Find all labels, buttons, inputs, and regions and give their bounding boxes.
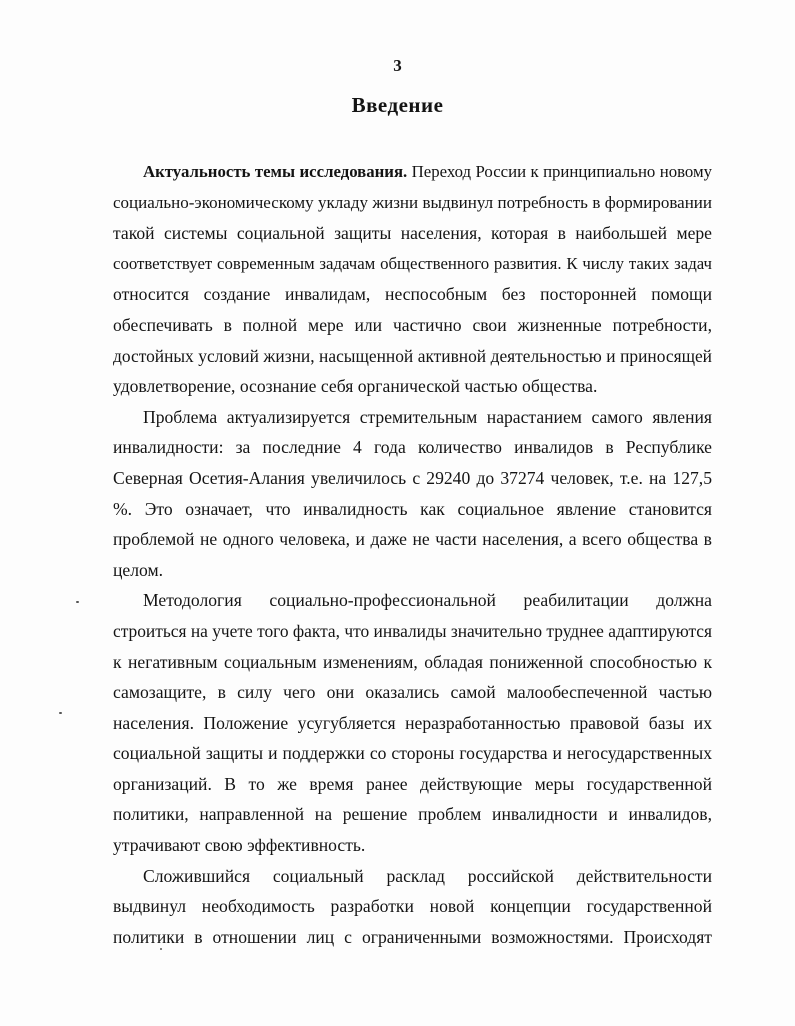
text-fragment: Переход России к принципиально новому [407, 162, 713, 181]
text-line: удовлетворение, осознание себя органической частью общества. [113, 376, 598, 397]
section-lead: Актуальность темы исследования. [143, 162, 408, 181]
text-line: целом. [113, 559, 163, 580]
scan-speck [76, 601, 79, 603]
scan-speck [59, 712, 62, 714]
text-line: %. Это означает, что инвалидность как социальное явление становится [113, 498, 712, 519]
body-text [113, 157, 712, 952]
text-line: организаций. В то же время ранее действующие меры государственной [113, 773, 712, 794]
page-title: Введение [351, 93, 444, 117]
text-line: достойных условий жизни, насыщенной активной деятельностью и приносящей [113, 345, 712, 366]
text-line: такой системы социальной защиты населения, которая в наибольшей мере [113, 223, 712, 244]
text-line: относится создание инвалидам, неспособным без посторонней помощи [113, 284, 712, 305]
text-line: социальной защиты и поддержки со стороны государства и негосударственных [113, 743, 712, 764]
text-line: к негативным социальным изменениям, обладая пониженной способностью к [113, 651, 712, 672]
text-line: Проблема актуализируется стремительным нарастанием самого явления [143, 406, 712, 427]
text-line: инвалидности: за последние 4 года количество инвалидов в Республике [113, 437, 712, 458]
text-line: строиться на учете того факта, что инвалиды значительно труднее адаптируются [113, 620, 712, 641]
text-line: проблемой не одного человека, и даже не части населения, а всего общества в [113, 529, 712, 550]
text-line [113, 157, 712, 188]
text-line: политики, направленной на решение проблем инвалидности и инвалидов, [113, 804, 712, 825]
text-line: социально-экономическому укладу жизни выдвинул потребность в формировании [113, 192, 712, 212]
page-number: 3 [393, 56, 402, 75]
text-line: утрачивают свою эффективность. [113, 835, 366, 856]
text-line: Северная Осетия-Алания увеличилось с 29240 до 37274 человек, т.е. на 127,5 [113, 467, 712, 488]
text-line: выдвинул необходимость разработки новой концепции государственной [113, 896, 712, 917]
text-line: Сложившийся социальный расклад российской действительности [143, 865, 712, 886]
text-line: самозащите, в силу чего они оказались самой малообеспеченной частью [113, 682, 712, 703]
text-line: населения. Положение усугубляется неразработанностью правовой базы их [113, 712, 712, 733]
text-line: обеспечивать в полной мере или частично свои жизненные потребности, [113, 314, 712, 335]
text-line: политики в отношении лиц с ограниченными возможностями. Происходят [113, 926, 712, 947]
text-line: Методология социально-профессиональной реабилитации должна [143, 590, 712, 611]
scan-speck [160, 948, 162, 950]
text-line: соответствует современным задачам общественного развития. К числу таких задач [113, 253, 712, 273]
